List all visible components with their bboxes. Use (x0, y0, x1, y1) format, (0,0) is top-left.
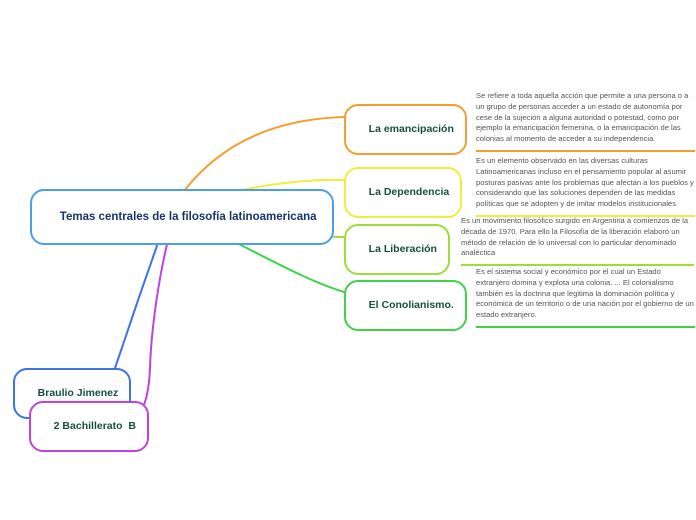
note-colonialismo[interactable]: Es el sistema social y económico por el cual un Estado extranjero domina y explota una colonia. ... El colonialismo también es la doctrina que legitima la dominación política y económica de un territorio o de una nación por el gobierno de un estado extranjero. (476, 267, 695, 328)
branch-node-label: Braulio Jimenez (37, 387, 119, 399)
branch-node-label: La Liberación (368, 243, 437, 255)
branch-node-colonialismo[interactable] (344, 280, 467, 331)
branch-node-label: La Dependencia (368, 186, 450, 198)
branch-node-liberacion[interactable] (344, 224, 450, 275)
branch-node-label: El Conolianismo. (368, 299, 454, 311)
note-emancipacion[interactable]: Se refiere a toda aquella acción que permite a una persona o a un grupo de personas acceder a un estado de autonomía por cese de la sujeción a alguna autoridad o potestad, como por ejemplo la emancipación femenina, o la emancipación de las colonias al momento de acceder a su independencia. (476, 91, 695, 152)
branch-node-dependencia[interactable] (344, 167, 462, 218)
branch-node-label: 2 Bachillerato B (53, 420, 136, 432)
central-topic-label: Temas centrales de la filosofía latinoamericana (59, 211, 317, 223)
note-liberacion[interactable]: Es un movimiento filosófico surgido en Argentina a comienzos de la década de 1970. Para ello la Filosofía de la liberación elaboró un método de relación de lo universal con lo particular denominado analéctica (461, 216, 694, 266)
branch-node-emancipacion[interactable] (344, 104, 467, 155)
branch-node-label: La emancipación (368, 123, 454, 135)
central-topic-node[interactable] (30, 189, 334, 245)
branch-node-bachillerato[interactable] (29, 401, 149, 452)
note-dependencia[interactable]: Es un elemento observado en las diversas culturas Latinoamericanas incluso en el pensamiento popular al asumir posturas pasivas ante los problemas que afectan a los pueblos y considerando que las soluciones dependen de las medidas políticas que se adopten y de imitar modelos institucionales (476, 156, 695, 217)
